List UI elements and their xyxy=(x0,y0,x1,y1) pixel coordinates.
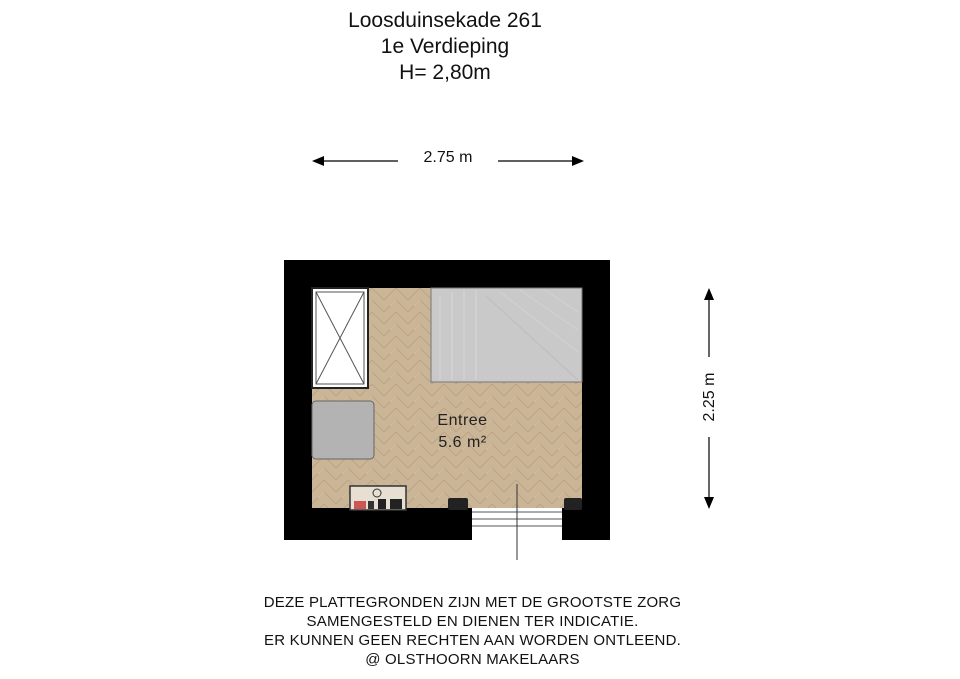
disclaimer-line-1: DEZE PLATTEGRONDEN ZIJN MET DE GROOTSTE ZORG xyxy=(263,594,682,611)
room-name: Entree xyxy=(437,412,488,429)
wall-cabinet xyxy=(312,401,374,459)
ceiling-height: H= 2,80m xyxy=(399,61,491,84)
disclaimer-line-2: SAMENGESTELD EN DIENEN TER INDICATIE. xyxy=(306,613,639,630)
disclaimer-line-3: ER KUNNEN GEEN RECHTEN AAN WORDEN ONTLEEND. xyxy=(264,632,681,649)
width-dimension-label: 2.75 m xyxy=(398,149,498,167)
room-area: 5.6 m² xyxy=(438,434,487,451)
floor-title: 1e Verdieping xyxy=(380,35,510,58)
closet-shaft xyxy=(312,288,368,388)
address-title: Loosduinsekade 261 xyxy=(348,9,542,32)
meter-cupboard xyxy=(350,486,406,510)
depth-dimension-label: 2.25 m xyxy=(701,357,719,437)
staircase xyxy=(431,288,582,382)
disclaimer-line-4: @ OLSTHOORN MAKELAARS xyxy=(365,651,580,668)
